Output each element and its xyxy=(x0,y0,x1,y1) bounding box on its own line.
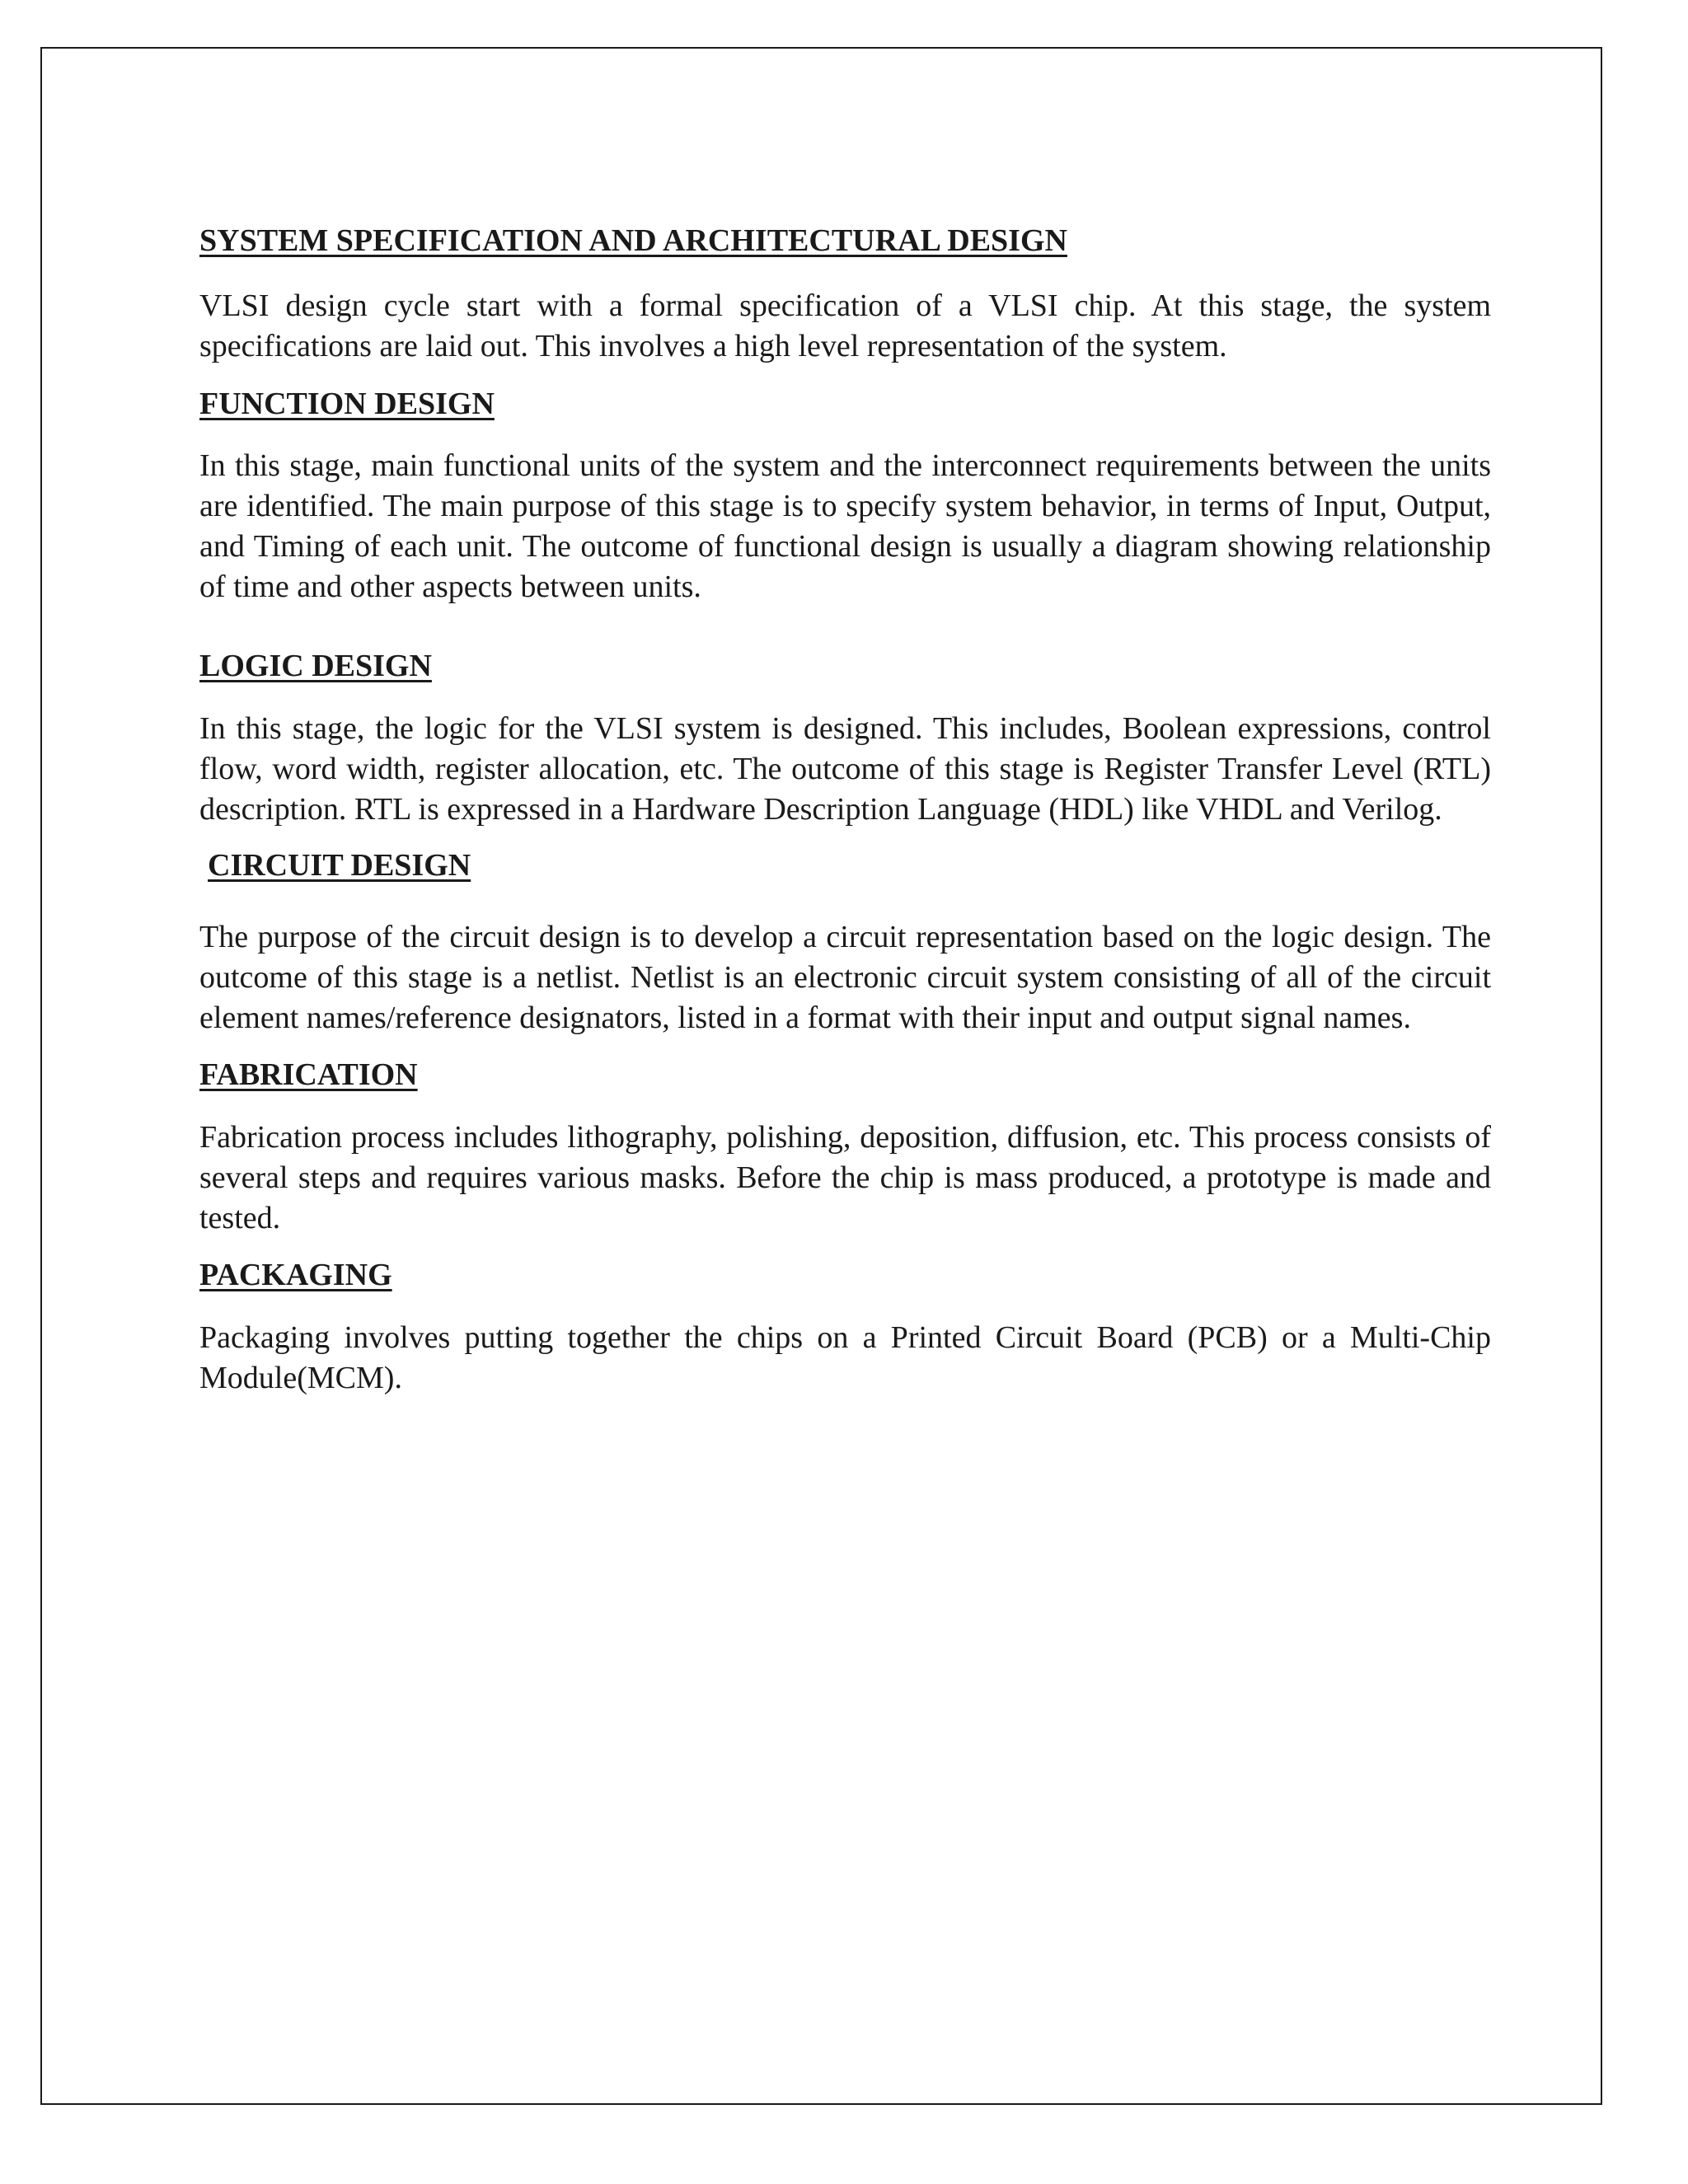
section-heading-circuit-design: CIRCUIT DESIGN xyxy=(208,847,471,883)
section-heading-fabrication: FABRICATION xyxy=(199,1057,418,1093)
section-body-function-design: In this stage, main functional units of the system and the interconnect requirements between the units are identified. The main purpose of this stage is to specify system behavior, in terms of Input, Output, and Timing of each unit. The outcome of functional design is usually a diagram showing relationship of time and other aspects between units. xyxy=(199,448,1491,605)
section-heading-system-specification: SYSTEM SPECIFICATION AND ARCHITECTURAL DESIGN xyxy=(199,223,1067,258)
section-heading-packaging: PACKAGING xyxy=(199,1257,392,1292)
section-body-fabrication: Fabrication process includes lithography, polishing, deposition, diffusion, etc. This process consists of several steps and requires various masks. Before the chip is mass produced, a prototype is made and tested. xyxy=(199,1119,1491,1235)
section-body-system-specification: VLSI design cycle start with a formal specification of a VLSI chip. At this stage, the system specifications are laid out. This involves a high level representation of the system. xyxy=(199,288,1491,363)
section-heading-logic-design: LOGIC DESIGN xyxy=(199,649,432,684)
section-body-logic-design: In this stage, the logic for the VLSI system is designed. This includes, Boolean expressions, control flow, word width, register allocation, etc. The outcome of this stage is Register Transfer Level (RTL) description. RTL is expressed in a Hardware Description Language (HDL) like VHDL and Verilog. xyxy=(199,710,1491,827)
document-content xyxy=(199,219,1491,1399)
section-heading-function-design: FUNCTION DESIGN xyxy=(199,386,495,421)
section-body-circuit-design: The purpose of the circuit design is to develop a circuit representation based on the logic design. The outcome of this stage is a netlist. Netlist is an electronic circuit system consisting of all of the circuit element names/reference designators, listed in a format with their input and output signal names. xyxy=(199,920,1491,1036)
section-body-packaging: Packaging involves putting together the chips on a Printed Circuit Board (PCB) or a Multi-Chip Module(MCM). xyxy=(199,1319,1491,1395)
